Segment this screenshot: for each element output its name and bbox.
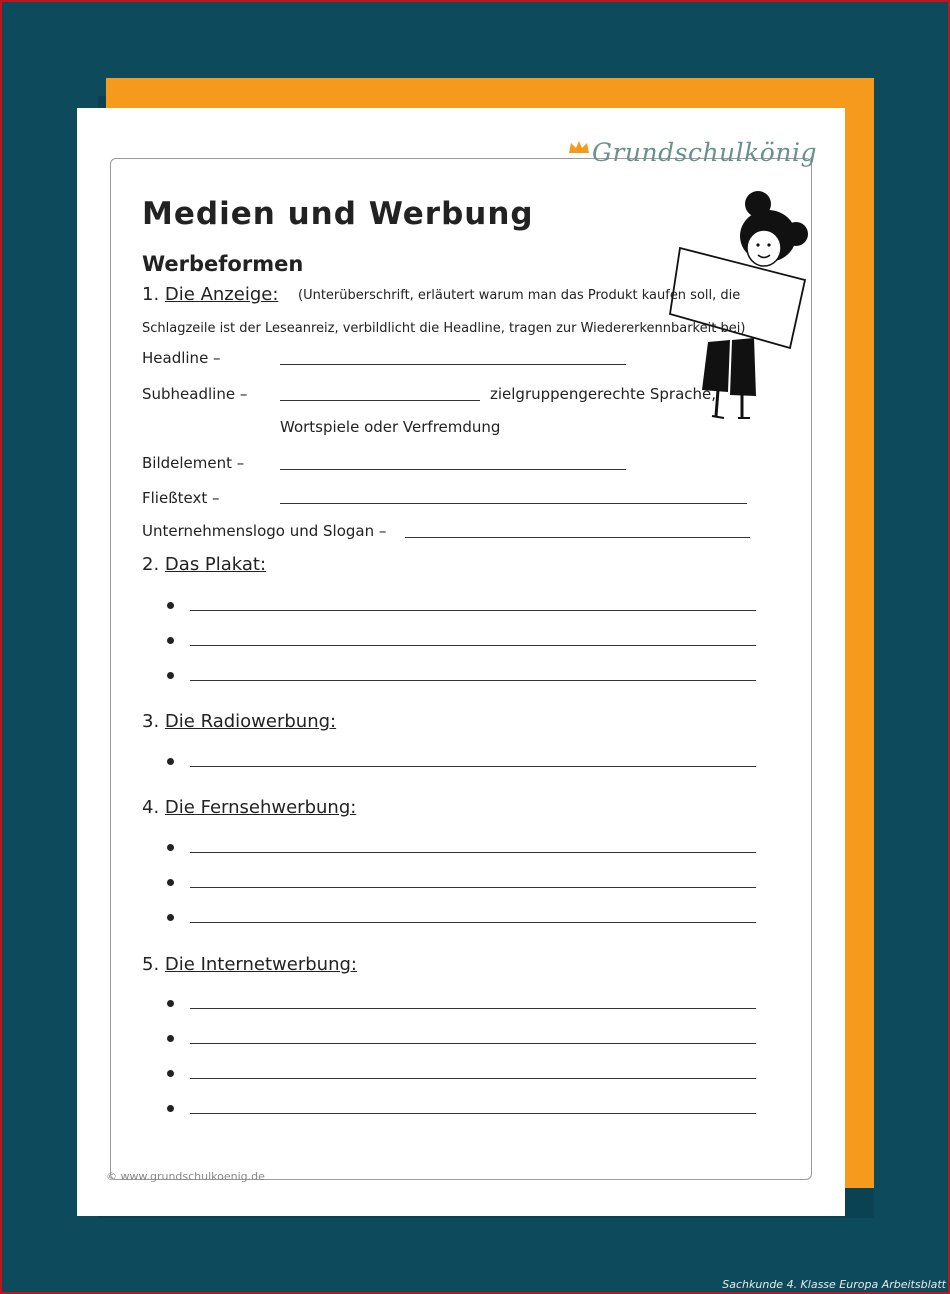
bullet: [167, 637, 174, 644]
logo-slogan-label: Unternehmenslogo und Slogan –: [142, 522, 387, 540]
bullet: [167, 1035, 174, 1042]
tv-answer-line-2[interactable]: [190, 887, 756, 888]
section-2-heading: 2. Das Plakat:: [142, 554, 267, 575]
footer-copyright: © www.grundschulkoenig.de: [106, 1170, 265, 1183]
internet-answer-line-2[interactable]: [190, 1043, 756, 1044]
headline-label: Headline –: [142, 349, 221, 367]
section-1-note-line-2: Schlagzeile ist der Leseanreiz, verbildlicht die Headline, tragen zur Wiedererkennbarkeit bei): [142, 321, 746, 336]
brand-name: Grundschulkönig: [592, 138, 817, 167]
section-4-heading: 4. Die Fernsehwerbung:: [142, 797, 357, 818]
plakat-answer-line-1[interactable]: [190, 610, 756, 611]
bullet: [167, 602, 174, 609]
fliesstext-answer-line[interactable]: [280, 503, 747, 504]
section-5-heading: 5. Die Internetwerbung:: [142, 954, 357, 975]
fliesstext-label: Fließtext –: [142, 489, 220, 507]
subheadline-label: Subheadline –: [142, 385, 248, 403]
bullet: [167, 844, 174, 851]
crown-icon: [568, 140, 590, 154]
logo-slogan-answer-line[interactable]: [405, 537, 750, 538]
bullet: [167, 1000, 174, 1007]
internet-answer-line-1[interactable]: [190, 1008, 756, 1009]
bullet: [167, 1105, 174, 1112]
page-subtitle: Werbeformen: [142, 252, 304, 276]
section-1-heading: 1. Die Anzeige:: [142, 284, 279, 305]
tv-answer-line-3[interactable]: [190, 922, 756, 923]
internet-answer-line-3[interactable]: [190, 1078, 756, 1079]
bildelement-label: Bildelement –: [142, 454, 245, 472]
image-caption: Sachkunde 4. Klasse Europa Arbeitsblatt: [722, 1278, 946, 1291]
radio-answer-line-1[interactable]: [190, 766, 756, 767]
section-1-note-line-1: (Unterüberschrift, erläutert warum man das Produkt kaufen soll, die: [298, 288, 741, 303]
brand-logo: [568, 138, 817, 167]
tv-answer-line-1[interactable]: [190, 852, 756, 853]
plakat-answer-line-3[interactable]: [190, 680, 756, 681]
bullet: [167, 879, 174, 886]
bullet: [167, 672, 174, 679]
section-3-heading: 3. Die Radiowerbung:: [142, 711, 337, 732]
internet-answer-line-4[interactable]: [190, 1113, 756, 1114]
bullet: [167, 758, 174, 765]
bildelement-answer-line[interactable]: [280, 469, 626, 470]
page-title: Medien und Werbung: [142, 196, 534, 232]
plakat-answer-line-2[interactable]: [190, 645, 756, 646]
bullet: [167, 914, 174, 921]
subheadline-hint: zielgruppengerechte Sprache,: [490, 385, 717, 403]
subheadline-hint-2: Wortspiele oder Verfremdung: [280, 418, 501, 436]
headline-answer-line[interactable]: [280, 364, 626, 365]
bullet: [167, 1070, 174, 1077]
subheadline-answer-line[interactable]: [280, 400, 480, 401]
